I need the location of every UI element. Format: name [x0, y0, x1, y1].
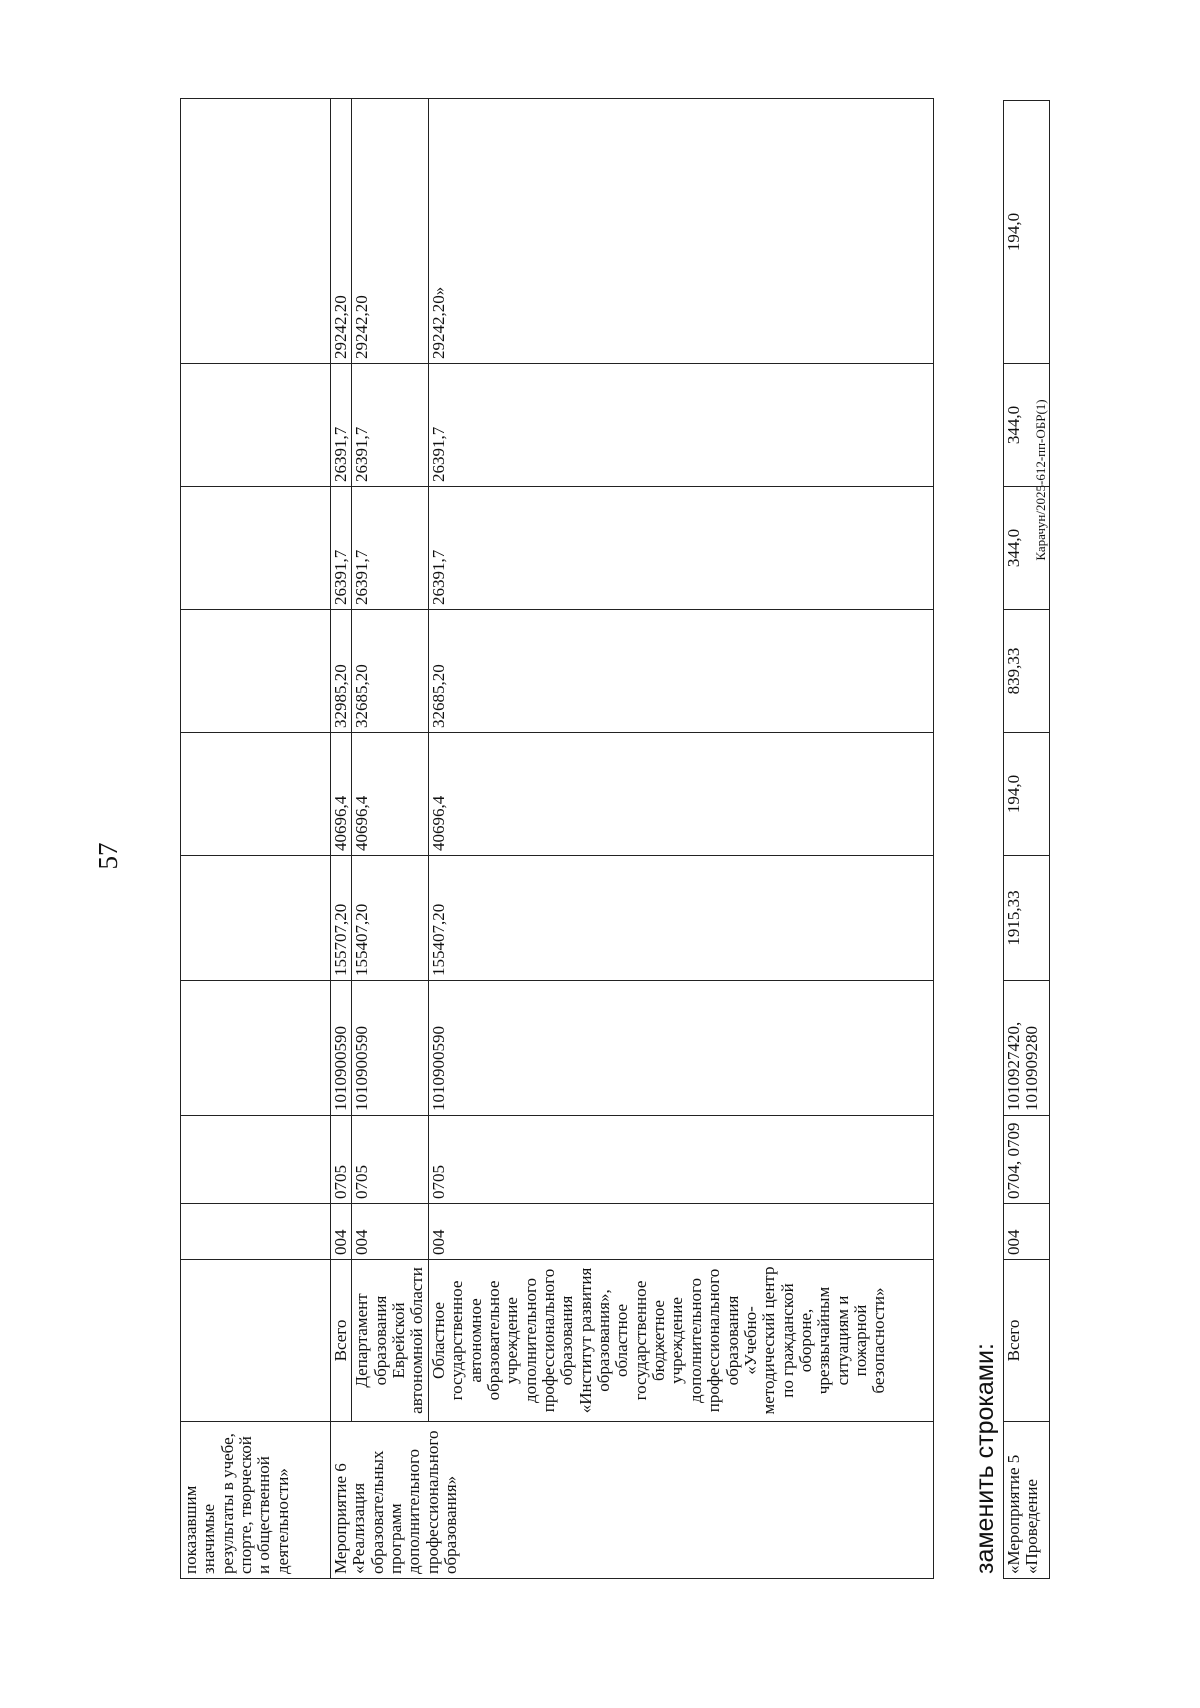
table-row [1004, 101, 1050, 1579]
year-cell: 32685,20 [428, 610, 933, 733]
csr-cell: 1010900590 [352, 981, 428, 1116]
table-row [181, 99, 331, 1579]
year-cell: 26391,7 [428, 364, 933, 487]
year-cell: 40696,4 [352, 733, 428, 856]
csr-cell: 1010900590 [428, 981, 933, 1116]
year-cell: 26391,7 [331, 487, 352, 610]
year-cell: 26391,7 [428, 487, 933, 610]
year-cell: 344,0 [1004, 487, 1050, 610]
executor-cell: Департамент образования Еврейской автономной области [352, 1260, 428, 1422]
total-cell: 1915,33 [1004, 856, 1050, 981]
year-cell: 26391,7 [331, 364, 352, 487]
table-row [352, 99, 428, 1579]
replacement-table [1003, 100, 1050, 1579]
table-row [331, 99, 352, 1579]
rzpr-cell: 0704, 0709 [1004, 1116, 1050, 1204]
grbs-cell: 004 [331, 1204, 352, 1260]
year-cell: 29242,20 [331, 99, 352, 364]
rzpr-cell: 0705 [428, 1116, 933, 1204]
rzpr-cell: 0705 [331, 1116, 352, 1204]
total-cell: 155407,20 [428, 856, 933, 981]
executor-cell: Областное государственное автономное образовательное учреждение дополнительного профессионального образования «Институт развития образования», областное государственное бюджетное учреждение дополнительного профессионального образования «Учебно-методический центр по гражданской обороне, чрезвычайным ситуациям и пожарной безопасности» [428, 1260, 933, 1422]
csr-cell: 1010900590 [331, 981, 352, 1116]
total-cell: 155707,20 [331, 856, 352, 981]
year-cell: 344,0 [1004, 364, 1050, 487]
year-cell: 194,0 [1004, 101, 1050, 364]
year-cell: 40696,4 [331, 733, 352, 856]
year-cell: 32685,20 [352, 610, 428, 733]
year-cell: 839,33 [1004, 610, 1050, 733]
year-cell: 29242,20 [352, 99, 428, 364]
executor-cell: Всего [331, 1260, 352, 1422]
event6-name: Мероприятие 6 «Реализация образовательных программ дополнительного профессионального образования» [331, 1422, 934, 1579]
continued-event-name: показавшим значимые результаты в учебе, спорте, творческой и общественной деятельности» [181, 1422, 331, 1579]
year-cell: 194,0 [1004, 733, 1050, 856]
total-cell: 155407,20 [352, 856, 428, 981]
year-cell: 26391,7 [352, 364, 428, 487]
table-row [428, 99, 933, 1579]
grbs-cell: 004 [428, 1204, 933, 1260]
page-number: 57 [92, 842, 123, 870]
year-cell: 29242,20» [428, 99, 933, 364]
csr-cell: 1010927420, 1010909280 [1004, 981, 1050, 1116]
rzpr-cell: 0705 [352, 1116, 428, 1204]
footer-code: Карачун/2025-612-пп-ОБР(1) [1033, 399, 1048, 561]
year-cell: 40696,4 [428, 733, 933, 856]
grbs-cell: 004 [352, 1204, 428, 1260]
executor-cell: Всего [1004, 1260, 1050, 1422]
event5-name: «Мероприятие 5 «Проведение [1004, 1422, 1050, 1579]
year-cell: 32985,20 [331, 610, 352, 733]
year-cell: 26391,7 [352, 487, 428, 610]
replace-caption: заменить строками: [971, 1343, 999, 1574]
grbs-cell: 004 [1004, 1204, 1050, 1260]
budget-table [180, 98, 934, 1579]
